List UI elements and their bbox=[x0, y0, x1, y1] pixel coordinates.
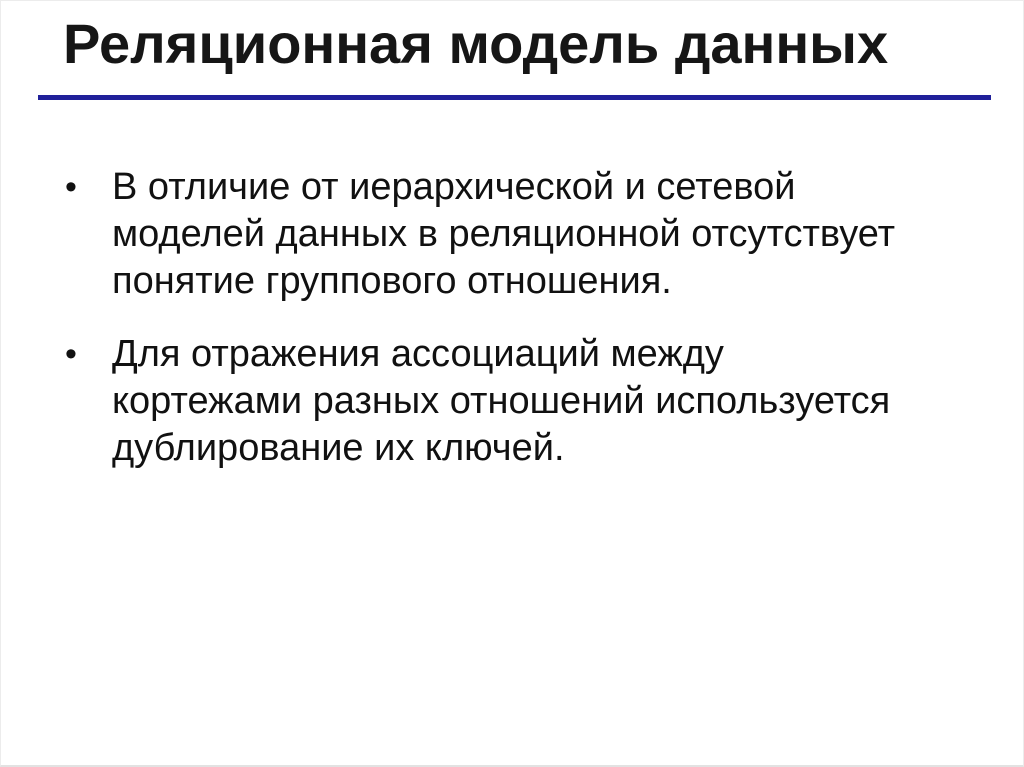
bullet-2-line-3: дублирование их ключей. bbox=[112, 427, 565, 469]
slide-title: Реляционная модель данных bbox=[63, 12, 889, 75]
bullet-1-line-2: моделей данных в реляционной отсутствует bbox=[112, 213, 896, 255]
bullet-2-line-1: Для отражения ассоциаций между bbox=[112, 333, 724, 375]
bullet-text-1 bbox=[112, 164, 895, 305]
bullet-2-line-2: кортежами разных отношений используется bbox=[112, 380, 891, 422]
bullet-marker: • bbox=[65, 168, 77, 206]
bullet-1-line-1: В отличие от иерархической и сетевой bbox=[112, 166, 796, 208]
bullet-list bbox=[1, 164, 895, 498]
bullet-marker: • bbox=[65, 335, 77, 373]
bullet-item-1 bbox=[65, 164, 895, 305]
bullet-text-2 bbox=[112, 331, 890, 472]
bullet-1-line-3: понятие группового отношения. bbox=[112, 260, 672, 302]
bullet-item-2 bbox=[65, 331, 895, 472]
title-underline-rule bbox=[38, 95, 991, 100]
